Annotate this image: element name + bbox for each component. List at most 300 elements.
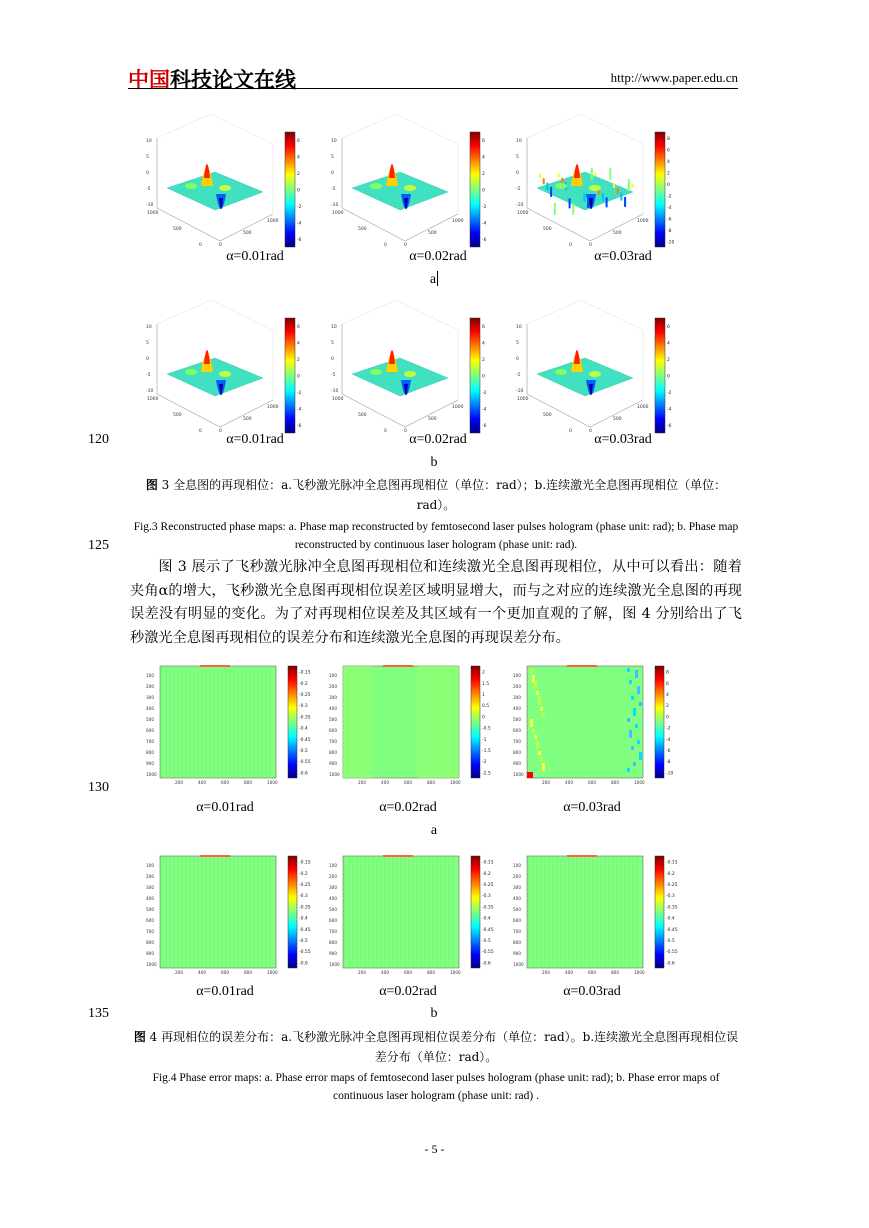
fig4b-map-3-cb-tick: -0.35 [666,905,678,911]
fig4a-map-3-x-tick: 600 [588,780,596,785]
fig3a-plot-1-cb-tick: 4 [297,155,300,161]
fig4a-map-1-x-tick: 800 [244,780,252,785]
fig3b-plot-3-y-tick: 1000 [637,405,649,410]
fig4a-map-1-cb-tick: -0.5 [299,749,308,754]
fig4b-map-3-y-tick: 1000 [513,962,524,967]
fig4a-map-3-y-tick: 200 [513,684,521,689]
fig3b-plot-2-cb-tick: 4 [482,341,485,347]
fig4a-map-3-cb-tick: -6 [666,749,671,754]
fig4b-map-2-cb-tick: -0.15 [482,860,494,866]
fig3b-plot-1-cb-tick: -4 [297,407,302,413]
fig3b-plot-1-colorbar [285,318,295,433]
fig4b-map-1-y-tick: 300 [146,885,154,890]
fig4a-map-3-edge-noise [542,767,545,771]
fig4b-map-1-cb-tick: -0.25 [299,883,311,888]
fig4b-map-3-top-mark [567,855,597,857]
fig4a-map-3-map [527,666,643,778]
fig3a-plot-2-y-tick: 1000 [452,219,464,224]
fig3b-plot-3-z-tick: -5 [516,373,521,378]
fig3b-plot-2-x-tick: 1000 [332,397,344,402]
fig3a-plot-1-side-lobe [185,183,197,189]
fig4a-map-3-edge-noise [534,735,537,739]
fig3b-plot-3-surface-plane [537,358,633,396]
fig4a-map-3-edge-noise [538,701,541,705]
fig3b-plot-2-cb-tick: -4 [482,407,487,413]
fig3a-plot-3-noise [606,197,608,207]
fig4b-map-3-cb-tick: -0.2 [666,871,675,877]
fig4b-map-3-y-tick: 600 [513,918,521,923]
fig4b-map-3-cb-tick: -0.4 [666,916,675,922]
fig3-row-b-surfaces [140,298,700,434]
fig4a-map-2-colorbar [471,666,480,778]
fig3a-plot-3-noise [595,173,597,177]
fig3b-plot-2-surface-plane [352,358,448,396]
fig4b-map-3-x-tick: 200 [542,970,550,975]
fig3a-plot-2-cb-tick: 4 [482,155,485,161]
fig3a-label-2: α=0.02rad [409,249,467,264]
fig4a-map-3-edge-noise [538,697,541,701]
fig3a-plot-3-cb-tick: -10 [667,240,675,246]
fig3a-plot-3-x-tick: 0 [569,243,572,248]
fig4b-map-2-y-tick: 800 [329,940,337,945]
fig4a-map-2-x-tick: 600 [404,780,412,785]
fig4a-map-2-y-tick: 200 [329,684,337,689]
fig3b-plot-1-grid [157,300,211,324]
fig3b-plot-3-x-axis [527,394,590,427]
fig3a-plot-3-x-axis [527,208,590,241]
fig4a-map-3-edge-noise [540,757,543,761]
fig3a-plot-2-cb-tick: -6 [482,237,487,243]
fig3b-plot-2-x-axis [342,394,405,427]
fig3a-plot-3-z-tick: -10 [516,203,524,208]
fig4a-map-3-x-tick: 1000 [634,780,645,785]
fig3b-plot-3-cb-tick: 4 [667,341,670,347]
fig3a-plot-3-cb-tick: -4 [667,205,672,211]
fig4b-label-2: α=0.02rad [379,984,437,999]
fig4a-map-1-top-mark [200,665,230,667]
fig4b-map-2-cb-tick: -0.4 [482,916,491,922]
fig3b-plot-3-x-tick: 1000 [517,397,529,402]
fig4a-map-3-edge-noise [627,668,630,672]
fig4a-map-3-edge-noise [637,740,640,744]
fig3b-plot-2-y-tick: 500 [428,417,437,422]
fig3b-plot-1-x-axis [157,394,220,427]
fig4a-map-3-x-tick: 400 [565,780,573,785]
fig4a-map-1-x-tick: 200 [175,780,183,785]
fig3b-plot-1-z-tick: -5 [146,373,151,378]
fig4a-map-3-y-tick: 800 [513,750,521,755]
line-number-120: 120 [88,432,109,447]
fig3b-plot-1-side-lobe [219,371,231,377]
fig4b-map-2-colorbar [471,856,480,968]
fig4b-map-2-cb-tick: -0.25 [482,883,494,888]
fig4a-map-3-edge-noise [629,730,632,734]
fig3a-plot-3-x-tick: 1000 [517,211,529,216]
fig3b-label-3: α=0.03rad [594,432,652,447]
fig3a-plot-2-grid [342,114,396,138]
fig4b-map-2-y-tick: 300 [329,885,337,890]
fig3a-plot-2-x-tick: 500 [358,227,367,232]
fig3a-plot-1-cb-tick: 2 [297,172,300,178]
fig3b-plot-1-z-tick: 0 [146,357,149,362]
fig4a-map-3-y-tick: 100 [513,673,521,678]
fig4a-map-3-edge-noise [633,712,636,716]
fig3a-plot-3-noise [609,168,611,180]
fig3b-plot-3-cb-tick: -6 [667,423,672,429]
fig3b-plot-2-z-tick: 5 [331,341,334,346]
fig3a-plot-1-grid [211,114,273,144]
fig4b-map-2-y-tick: 900 [329,951,337,956]
fig3a-plot-3-cb-tick: 2 [667,171,670,177]
fig3a-plot-1-z-tick: -10 [146,203,154,208]
fig3a-plot-1-colorbar [285,132,295,247]
fig4b-map-1-y-tick: 500 [146,907,154,912]
fig3b-plot-1-cb-tick: -6 [297,423,302,429]
fig4-row-b-maps [140,850,700,975]
fig3b-plot-3-z-tick: -10 [516,389,524,394]
fig3b-plot-3-z-tick: 0 [516,357,519,362]
fig4b-map-2-y-tick: 600 [329,918,337,923]
fig3a-plot-3-noise [554,203,556,215]
fig4b-map-2-cb-tick: -0.35 [482,905,494,911]
fig3b-plot-1-cb-tick: 4 [297,341,300,347]
fig4b-map-2-y-tick: 100 [329,863,337,868]
fig4a-map-3-edge-noise [635,674,638,678]
fig4a-map-3-cb-tick: 4 [666,693,669,698]
fig4b-map-2-y-tick: 500 [329,907,337,912]
fig3a-plot-3-cb-tick: -2 [667,194,672,200]
fig4b-map-1-cb-tick: -0.35 [299,905,311,911]
fig4a-map-3-corner [527,772,533,778]
fig4b-map-1-cb-tick: -0.6 [299,961,308,967]
fig4b-map-2-cb-tick: -0.55 [482,950,494,956]
fig4a-map-3-y-tick: 700 [513,739,521,744]
fig4b-label-1: α=0.01rad [196,984,254,999]
fig3b-plot-3-y-tick: 0 [589,429,592,434]
page-number: - 5 - [424,1142,445,1156]
fig4b-map-1-colorbar [288,856,297,968]
fig3a-plot-1-y-axis [220,214,273,241]
fig4b-map-2-x-tick: 200 [358,970,366,975]
fig3a-plot-1-y-tick: 0 [219,243,222,248]
fig3b-plot-1-cb-tick: 6 [297,325,300,331]
fig3a-plot-2-cb-tick: 0 [482,188,485,194]
fig3b-plot-2-grid [342,300,396,324]
fig3b-plot-3-x-tick: 500 [543,413,552,418]
fig3a-plot-3-noise [550,187,552,197]
fig3b-plot-3-cb-tick: 6 [667,325,670,331]
fig3a-plot-3-peak-top [574,164,580,178]
fig4b-map-3-cb-tick: -0.15 [666,860,678,866]
fig4b-map-3-cb-tick: -0.55 [666,950,678,956]
fig3a-plot-1-peak-top [204,164,210,178]
fig4b-map-1-cb-tick: -0.3 [299,894,308,900]
fig4a-map-3-edge-noise [530,719,533,723]
fig3a-plot-3-z-tick: 10 [516,139,522,144]
fig3b-plot-1-z-tick: 5 [146,341,149,346]
fig3b-plot-2-cb-tick: -2 [482,390,487,396]
fig3b-plot-3-side-lobe [555,369,567,375]
fig3a-plot-1-x-tick: 500 [173,227,182,232]
fig4a-map-3-cb-tick: -10 [666,771,674,777]
fig3a-plot-3-noise [546,183,548,191]
fig4b-map-1-y-tick: 400 [146,896,154,901]
fig4a-map-1-x-tick: 400 [198,780,206,785]
fig3a-plot-2-z-tick: 0 [331,171,334,176]
fig3b-plot-1-z-tick: 10 [146,325,152,330]
fig4a-map-3-edge-noise [637,690,640,694]
fig3b-plot-3-colorbar [655,318,665,433]
fig4b-map-3-y-tick: 500 [513,907,521,912]
fig3b-plot-1-side-lobe [185,369,197,375]
fig3a-plot-3-noise [602,193,604,201]
fig3a-plot-2-cb-tick: -4 [482,221,487,227]
fig3a-plot-2-z-tick: 10 [331,139,337,144]
fig3a-plot-1-z-tick: 10 [146,139,152,144]
fig4a-map-2-x-tick: 1000 [450,780,461,785]
fig4a-map-3-y-tick: 500 [513,717,521,722]
fig3a-plot-2-x-tick: 0 [384,243,387,248]
fig3b-plot-1-y-tick: 500 [243,417,252,422]
fig3a-plot-3-y-tick: 1000 [637,219,649,224]
fig3b-plot-2-y-tick: 1000 [452,405,464,410]
fig3a-plot-3-cb-tick: 4 [667,159,670,165]
fig4a-map-3-y-tick: 900 [513,761,521,766]
fig4-caption-en: Fig.4 Phase error maps: a. Phase error maps of femtosecond laser pulses hologram (phase unit: rad); b. Phase error maps of continuous laser hologram (phase unit: rad) . [152,1072,720,1102]
fig4a-map-1-cb-tick: -0.25 [299,693,311,698]
fig3a-plot-3-z-tick: 5 [516,155,519,160]
fig4b-map-2-cb-tick: -0.3 [482,894,491,900]
fig3b-plot-2-side-lobe [370,369,382,375]
fig4a-map-2-y-tick: 1000 [329,772,340,777]
fig4b-map-1-y-tick: 1000 [146,962,157,967]
fig4b-map-2-x-tick: 1000 [450,970,461,975]
fig3a-plot-1-x-tick: 1000 [147,211,159,216]
fig3a-plot-2-x-tick: 1000 [332,211,344,216]
fig4b-map-2-y-tick: 400 [329,896,337,901]
fig3a-plot-3-y-axis [590,214,643,241]
fig4a-map-3-cb-tick: -4 [666,737,671,743]
fig4a-map-2-cb-tick: 0.5 [482,704,490,710]
fig3b-plot-1-x-tick: 500 [173,413,182,418]
fig4b-map-1-y-tick: 200 [146,874,154,879]
fig3a-plot-3-noise [624,197,626,207]
fig3a-plot-3-noise [591,168,593,180]
fig3b-plot-1-x-tick: 0 [199,429,202,434]
fig4a-map-2-y-tick: 500 [329,717,337,722]
fig4b-map-3-x-tick: 800 [611,970,619,975]
fig4b-map-3-cb-tick: -0.3 [666,894,675,900]
fig4b-map-3-cb-tick: -0.6 [666,961,675,967]
fig3a-plot-3-y-tick: 0 [589,243,592,248]
header-rule [128,88,738,89]
fig3b-plot-1-peak-top [204,350,210,364]
fig4-row-a-maps [140,660,700,790]
fig4a-map-1-cb-tick: -0.55 [299,760,311,766]
fig3b-plot-1-cb-tick: 2 [297,358,300,364]
fig3a-plot-2-z-tick: 5 [331,155,334,160]
fig4b-map-2-cb-tick: -0.45 [482,927,494,933]
fig3a-plot-1-z-tick: 0 [146,171,149,176]
fig3a-plot-1-surface-plane [167,172,263,210]
fig3-row-a-surfaces [140,110,700,250]
fig4a-map-3-edge-noise [635,670,638,674]
fig4a-map-2-cb-tick: -2.5 [482,771,491,777]
fig4b-map-3-y-tick: 200 [513,874,521,879]
fig3a-plot-2-y-axis [405,214,458,241]
fig4a-map-2-y-tick: 100 [329,673,337,678]
fig4a-map-2-y-tick: 800 [329,750,337,755]
fig3b-plot-3-cb-tick: -2 [667,390,672,396]
fig4b-map-3-y-tick: 700 [513,929,521,934]
fig3b-plot-3-x-tick: 0 [569,429,572,434]
fig3b-plot-3-grid [527,300,581,324]
fig3a-plot-3-x-tick: 500 [543,227,552,232]
fig4-caption-cn: 图 4 再现相位的误差分布：a.飞秒激光脉冲全息图再现相位误差分布（单位：rad）。b.连续激光全息图再现相位误差分布（单位：rad）。 [133,1030,739,1064]
fig3b-label-2: α=0.02rad [409,432,467,447]
fig4b-map-1-y-tick: 700 [146,929,154,934]
fig4a-map-3-top-mark [567,665,597,667]
fig3b-plot-1-grid [211,300,273,330]
fig4b-map-2-cb-tick: -0.6 [482,961,491,967]
fig4b-map-1-cb-tick: -0.5 [299,939,308,944]
fig4b-map-1-cb-tick: -0.2 [299,871,308,877]
fig3b-plot-3-y-axis [590,400,643,427]
fig4a-map-2-cb-tick: -1.5 [482,749,491,754]
fig3a-plot-1-cb-tick: 0 [297,188,300,194]
fig3-sub-a: a [429,272,437,287]
fig4a-map-1-y-tick: 700 [146,739,154,744]
fig4a-map-3-edge-noise [639,752,642,756]
fig4a-label-1: α=0.01rad [196,800,254,815]
fig3a-label-3: α=0.03rad [594,249,652,264]
fig3a-plot-3-noise [632,184,634,188]
text-cursor [437,271,438,286]
fig3a-plot-3-cb-tick: -8 [667,228,672,234]
fig4a-map-1-cb-tick: -0.3 [299,704,308,710]
fig4a-map-1-colorbar [288,666,297,778]
fig3a-plot-2-side-lobe [404,185,416,191]
fig3b-plot-1-surface-plane [167,358,263,396]
fig3a-plot-3-colorbar [655,132,665,247]
fig4a-map-1-y-tick: 300 [146,695,154,700]
fig3a-plot-2-surface-plane [352,172,448,210]
fig4-plots-row-b [140,850,700,975]
fig4a-map-3-colorbar [655,666,664,778]
fig4b-map-3-colorbar [655,856,664,968]
fig4a-map-3-edge-noise [629,680,632,684]
fig3a-plot-1-y-tick: 500 [243,231,252,236]
fig4a-map-3-edge-noise [542,713,545,717]
fig3a-plot-3-noise [558,174,560,178]
fig4b-map-1-x-tick: 200 [175,970,183,975]
fig4a-map-3-edge-noise [536,691,539,695]
fig4a-map-3-y-tick: 1000 [513,772,524,777]
fig3a-plot-1-x-axis [157,208,220,241]
fig3a-plot-3-noise [583,194,585,202]
fig3b-plot-1-cb-tick: -2 [297,390,302,396]
fig4a-map-2-x-tick: 400 [381,780,389,785]
header-url: http://www.paper.edu.cn [610,70,738,85]
fig3a-plot-2-cb-tick: 6 [482,139,485,145]
fig4b-map-3-cb-tick: -0.25 [666,883,678,888]
fig3a-plot-3-noise [617,188,619,194]
fig4a-map-3-y-tick: 300 [513,695,521,700]
fig4a-map-3-edge-noise [540,707,543,711]
fig4a-map-3-edge-noise [530,669,533,673]
fig3b-plot-3-y-tick: 500 [613,417,622,422]
fig3a-plot-2-side-lobe [370,183,382,189]
fig4b-map-2-y-tick: 200 [329,874,337,879]
fig4a-map-3-edge-noise [536,745,539,749]
fig4a-map-3-edge-noise [542,763,545,767]
fig4a-map-3-cb-tick: 0 [666,715,669,721]
fig4a-map-1-x-tick: 600 [221,780,229,785]
line-number-125: 125 [88,538,109,553]
fig3a-plot-1-z-tick: -5 [146,187,151,192]
line-number-130: 130 [88,780,109,795]
fig4a-map-1-y-tick: 1000 [146,772,157,777]
fig4b-map-2-x-tick: 400 [381,970,389,975]
fig4a-map-1-y-tick: 800 [146,750,154,755]
fig4a-map-3-cb-tick: -2 [666,726,671,732]
fig3b-plot-2-y-axis [405,400,458,427]
fig3a-plot-3-noise [539,174,541,178]
fig4a-map-3-edge-noise [633,708,636,712]
fig4b-map-2-y-tick: 700 [329,929,337,934]
fig4-plots-row-a [140,660,700,790]
fig4a-map-1-cb-tick: -0.2 [299,681,308,687]
fig4b-map-2-x-tick: 800 [427,970,435,975]
fig4a-map-2-top-mark [383,665,413,667]
fig4a-map-2-cb-tick: -1 [482,737,487,743]
fig3a-plot-2-y-tick: 0 [404,243,407,248]
fig3b-plot-3-peak-top [574,350,580,364]
fig3a-plot-3-noise [572,203,574,215]
fig3a-plot-1-cb-tick: -6 [297,237,302,243]
fig4b-map-1-x-tick: 800 [244,970,252,975]
fig4a-map-3-cb-tick: -8 [666,760,671,766]
fig4a-map-2-y-tick: 900 [329,761,337,766]
fig3a-plot-3-z-tick: 0 [516,171,519,176]
fig3a-plot-3-noise [543,178,545,184]
fig3-caption-cn: 图 3 全息图的再现相位：a.飞秒激光脉冲全息图再现相位（单位：rad）；b.连续激光全息图再现相位（单位：rad）。 [145,478,727,512]
fig4a-map-2-band [343,666,373,778]
fig3b-plot-3-side-lobe [589,371,601,377]
fig4a-map-1-y-tick: 100 [146,673,154,678]
fig4b-map-1-cb-tick: -0.45 [299,927,311,933]
fig4a-map-3-cb-tick: 6 [666,681,669,687]
fig3a-plot-3-noise [620,193,622,201]
fig4a-map-3-edge-noise [631,746,634,750]
fig3b-plot-2-z-tick: 0 [331,357,334,362]
fig4a-map-1-cb-tick: -0.4 [299,726,308,732]
fig3a-plot-2-z-tick: -10 [331,203,339,208]
fig3b-plot-2-z-tick: -5 [331,373,336,378]
fig4a-map-1-y-tick: 900 [146,761,154,766]
fig3a-plot-3-noise [561,178,563,184]
fig3a-plot-2-x-axis [342,208,405,241]
fig3a-plot-2-grid [396,114,458,144]
fig4a-map-1-y-tick: 500 [146,717,154,722]
fig4a-map-3-edge-noise [534,685,537,689]
fig4a-map-1-cb-tick: -0.45 [299,737,311,743]
fig3b-plot-1-z-tick: -10 [146,389,154,394]
fig4b-map-2-cb-tick: -0.2 [482,871,491,877]
fig4b-map-3-y-tick: 400 [513,896,521,901]
fig3b-plot-2-peak-top [389,350,395,364]
fig3a-plot-1-y-tick: 1000 [267,219,279,224]
